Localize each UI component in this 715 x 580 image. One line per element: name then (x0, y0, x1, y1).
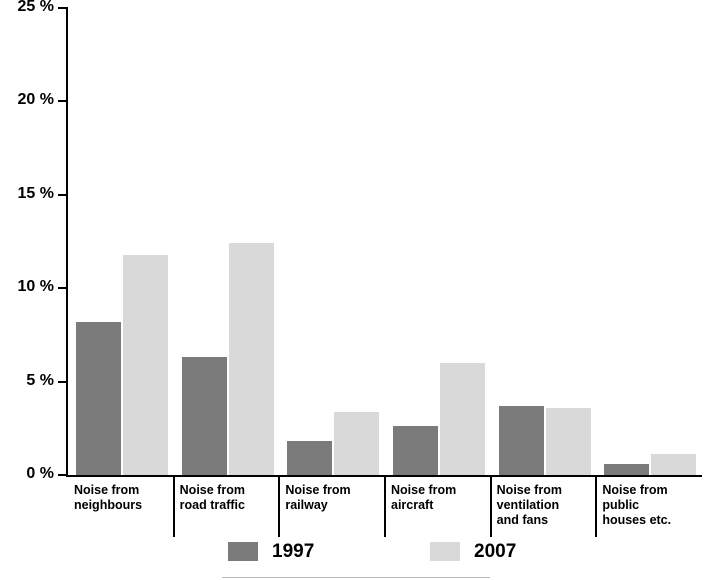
y-axis-tick (58, 100, 68, 102)
bar-1997-3 (287, 441, 332, 475)
category-label-4: Noise from aircraft (391, 483, 457, 512)
category-label-3: Noise from railway (285, 483, 351, 512)
y-axis-tick (58, 194, 68, 196)
category-separator (490, 477, 492, 537)
bar-2007-6 (651, 454, 696, 475)
category-separator (278, 477, 280, 537)
bar-1997-6 (604, 464, 649, 475)
category-label-5: Noise from ventilation and fans (496, 483, 562, 527)
legend-swatch-2007 (430, 542, 460, 561)
bars-layer (68, 8, 702, 475)
y-axis-tick (58, 474, 68, 476)
category-separator (595, 477, 597, 537)
y-axis-tick (58, 7, 68, 9)
category-separator (384, 477, 386, 537)
bar-1997-5 (499, 406, 544, 475)
bar-2007-2 (229, 243, 274, 475)
bar-2007-3 (334, 412, 379, 476)
y-axis-tick-label: 20 % (17, 91, 54, 109)
bar-1997-4 (393, 426, 438, 475)
bar-1997-2 (182, 357, 227, 475)
y-axis-tick-label: 10 % (17, 278, 54, 296)
bar-2007-4 (440, 363, 485, 475)
y-axis-tick-label: 15 % (17, 184, 54, 202)
legend-label-1997: 1997 (272, 541, 315, 562)
y-axis-tick-label: 25 % (17, 0, 54, 15)
bar-2007-5 (546, 408, 591, 475)
y-axis-tick-label: 0 % (26, 465, 54, 482)
y-axis-tick (58, 287, 68, 289)
legend-swatch-1997 (228, 542, 258, 561)
category-label-1: Noise from neighbours (74, 483, 143, 512)
legend-label-2007: 2007 (474, 541, 517, 562)
chart-legend (0, 540, 715, 566)
bar-2007-1 (123, 255, 168, 475)
category-separator (173, 477, 175, 537)
y-axis-tick (58, 381, 68, 383)
y-axis-tick-label: 5 % (26, 371, 54, 389)
bottom-divider (222, 577, 490, 578)
bar-1997-1 (76, 322, 121, 475)
category-label-6: Noise from public houses etc. (602, 483, 672, 527)
category-label-2: Noise from road traffic (179, 483, 245, 512)
